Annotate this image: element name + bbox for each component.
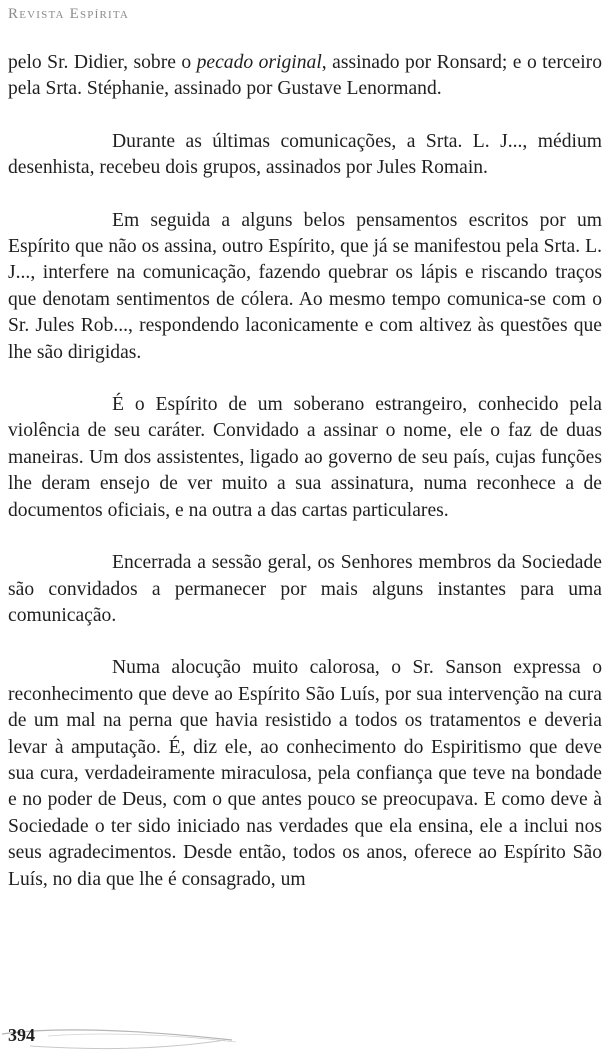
paragraph: Durante as últimas comunicações, a Srta. L. J..., médium desenhista, recebeu dois grupos, assinados por Jules Romain.	[8, 130, 602, 179]
page-body	[8, 50, 602, 893]
paragraph-continuation	[8, 50, 602, 103]
italic-term: pecado original	[196, 52, 322, 73]
paragraph-text: , assinado por Ronsard; e o terceiro pela Srta. Stéphanie, assinado por Gustave Lenormand.	[8, 52, 603, 100]
footer-swoosh-ornament	[0, 1020, 240, 1056]
paragraph: Encerrada a sessão geral, os Senhores membros da Sociedade são convidados a permanecer por mais alguns instantes para uma comunicação.	[8, 552, 602, 626]
page-footer	[0, 1020, 240, 1056]
paragraph: Numa alocução muito calorosa, o Sr. Sanson expressa o reconhecimento que deve ao Espírito São Luís, por sua intervenção na cura de um mal na perna que havia resistido a todos os tratamentos e deveria levar à amputação. É, diz ele, ao conhecimento do Espiritismo que deve sua cura, verdadeiramente miraculosa, pela confiança que teve na bondade e no poder de Deus, com o que antes pouco se preocupava. E como deve à Sociedade o ter sido iniciado nas verdades que ela ensina, ele a inclui nos seus agradecimentos. Desde então, todos os anos, oferece ao Espírito São Luís, no dia que lhe é consagrado, um	[8, 657, 602, 890]
paragraph: É o Espírito de um soberano estrangeiro, conhecido pela violência de seu caráter. Convidado a assinar o nome, ele o faz de duas maneiras. Um dos assistentes, ligado ao governo de seu país, cujas funções lhe deram ensejo de ver muito a sua assinatura, numa reconhece a de documentos oficiais, e na outra a das cartas particulares.	[8, 394, 602, 521]
running-header: Revista Espírita	[8, 6, 130, 22]
paragraph-text: pelo Sr. Didier, sobre o	[8, 52, 197, 73]
paragraph: Em seguida a alguns belos pensamentos escritos por um Espírito que não os assina, outro Espírito, que já se manifestou pela Srta. L. J..., interfere na comunicação, fazendo quebrar os lápis e riscando traços que denotam sentimentos de cólera. Ao mesmo tempo comunica-se com o Sr. Jules Rob..., respondendo laconicamente e com altivez às questões que lhe são dirigidas.	[8, 209, 602, 363]
page-number: 394	[8, 1025, 35, 1045]
